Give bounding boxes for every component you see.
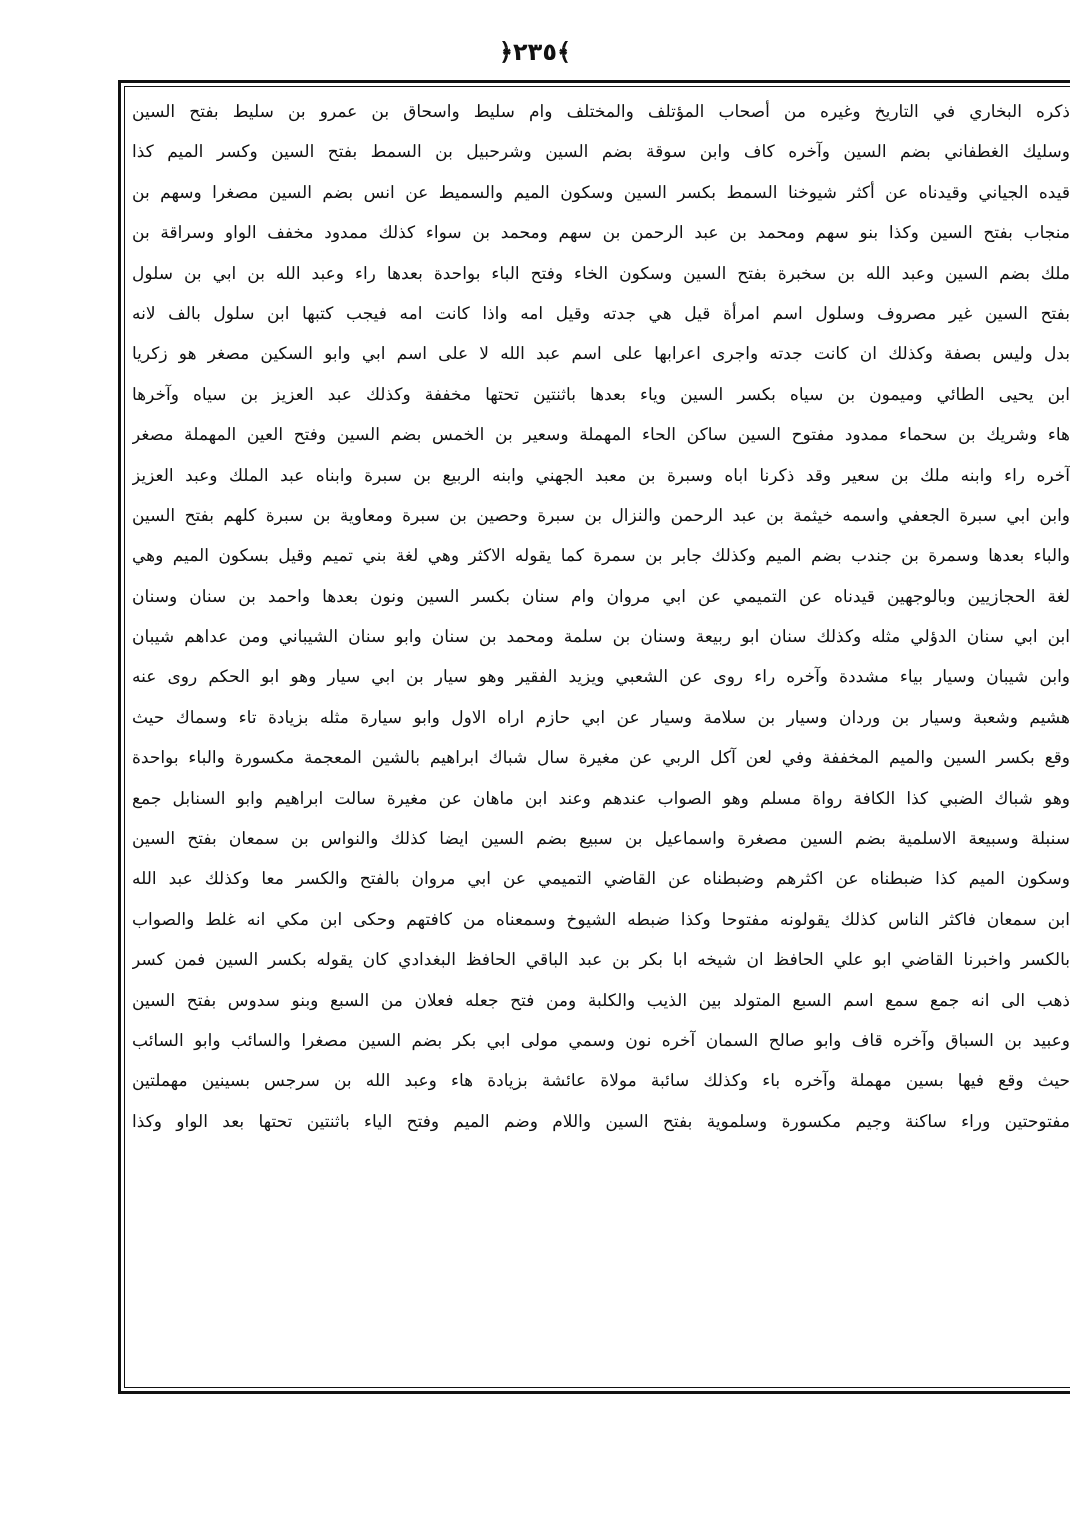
- text-line: ابن سمعان فاكثر الناس كذلك يقولونه مفتوحا وكذا ضبطه الشيوخ وسمعناه من كافتهم وحكى ابن مكي انه غلط والصواب: [132, 909, 1070, 930]
- text-line: قيده الجياني وقيدناه عن أكثر شيوخنا السمط بكسر السين وسكون الميم والسميط عن انس بضم السين مصغرا وسهم بن: [132, 182, 1070, 203]
- text-line: منجاب بفتح السين وكذا بنو سهم ومحمد بن عبد الرحمن بن سهم ومحمد بن سواء كذلك ممدود مخفف الواو وسراقة بن: [132, 223, 1070, 244]
- text-line: سنبلة وسبيعة الاسلمية بضم السين مصغرة واسماعيل بن سبيع بضم السين ايضا كذلك والنواس بن سمعان بفتح السين: [132, 829, 1070, 850]
- text-line: ملك بضم السين وعبد الله بن سخبرة بفتح السين وسكون الخاء وفتح الباء بواحدة بعدها راء وعبد الله بن ابي بن سلول: [132, 263, 1070, 284]
- text-line: ذكره البخاري في التاريخ وغيره من أصحاب المؤتلف والمختلف وام سليط واسحاق بن عمرو بن سليط بفتح السين: [132, 102, 1070, 122]
- text-line: حيث وقع فيها بسين مهملة وآخره باء وكذلك سائبة مولاة عائشة بزيادة هاء وعبد الله بن سرجس بسينين مهملتين: [132, 1071, 1070, 1092]
- text-line: وابن ابي سبرة الجعفي واسمه خيثمة بن عبد الرحمن والنزال بن سبرة وحصين بن سبرة ومعاوية بن سبرة كلهم بفتح السين: [132, 505, 1070, 526]
- text-line: آخره راء وابنه ملك بن سعير وقد ذكرنا اباه وسبرة بن معبد الجهني وابنه الربيع بن سبرة وابناه عبد الملك وعبد العزيز: [132, 465, 1070, 486]
- text-line: وهو شباك الضبي كذا الكافة رواة مسلم وهو الصواب عندهم وعند ابن ماهان عن مغيرة سالت ابراهيم وابو السنابل جمع: [132, 788, 1070, 809]
- text-line: بدل وليس بصفة وكذلك ان كانت جدته واجرى اعرابها على اسم عبد الله لا على اسم ابي وابو السكين مصغر هو زكريا: [132, 344, 1070, 365]
- text-line: هاء وشريك بن سحماء ممدود مفتوح السين ساكن الحاء المهملة وسعير بن الخمس بضم السين وفتح العين المهملة مصغر: [132, 425, 1070, 446]
- text-line: ابن ابي سنان الدؤلي مثله وكذلك سنان ابو ربيعة وسنان بن سلمة ومحمد بن سنان وابو سنان الشيباني ومن عداهم شيبان: [132, 627, 1070, 648]
- text-line: وسكون الميم كذا ضبطناه عن اكثرهم وضبطناه عن القاضي التميمي عن ابي مروان بالفتح والكسر معا وكذلك عبد الله: [132, 869, 1070, 890]
- text-line: هشيم وشعبة وسيار بن وردان وسيار بن سلامة وسيار عن ابي حازم اراه الاول وابو سيارة مثله بزيادة تاء وسماك حيث: [132, 707, 1070, 728]
- text-line: ابن يحيى الطائي وميمون بن سياه بكسر السين وياء بعدها باثنتين تحتها مخففة وكذلك عبد العزيز بن سياه وآخرها: [132, 384, 1070, 405]
- text-line: بفتح السين غير مصروف وسلول اسم امرأة قيل هي جدته وقيل امه واذا كانت امه فيجب كتبها ابن سلول بالف لانه: [132, 303, 1070, 324]
- text-line: بالكسر واخبرنا القاضي ابو علي الحافظ ان شيخه ابا بكر بن عبد الباقي الحافظ البغدادي كان يقوله بكسر السين فمن كسر: [132, 950, 1070, 971]
- text-line: والباء بعدها وسمرة بن جندب بضم الميم وكذلك جابر بن سمرة كما يقوله الاكثر وهي لغة بني تميم وقيل بسكون الميم وهي: [132, 546, 1070, 567]
- body-text: [132, 92, 1070, 1384]
- text-line: ذهب الى انه جمع سمع اسم السبع المتولد بين الذيب والكلبة ومن فتح جعله فعلان من السبع وبنو سدوس بفتح السين: [132, 990, 1070, 1011]
- text-line: وابن شيبان وسيار بياء مشددة وآخره راء روى عن الشعبي ويزيد الفقير وهو سيار بن ابي سيار وهو ابو الحكم روى عنه: [132, 667, 1070, 688]
- text-line: مفتوحتين وراء ساكنة وجيم مكسورة وسلموية بفتح السين واللام وضم الميم وفتح الياء باثنتين تحتها بعد الواو وكذا: [132, 1111, 1070, 1132]
- text-line: وقع بكسر السين والميم المخففة وفي لعن آكل الربي عن مغيرة سال شباك ابراهيم بالشين المعجمة مكسورة والباء بواحدة: [132, 748, 1070, 769]
- text-line: وعبيد بن السباق وآخره قاف وابو صالح السمان آخره نون وسمي مولى ابي بكر بضم السين مصغرا والسائب وابو السائب: [132, 1030, 1070, 1051]
- text-line: لغة الحجازيين وبالوجهين قيدناه عن التميمي عن ابي مروان وام سنان بكسر السين ونون بعدها واحمد بن سنان وسنان: [132, 586, 1070, 607]
- text-line: وسليك الغطفاني بضم السين وآخره كاف وابن سوقة بضم السين وشرحبيل بن السمط بفتح السين وكسر الميم كذا: [132, 142, 1070, 163]
- page-number: ﴿٢٣٥﴾: [498, 38, 572, 66]
